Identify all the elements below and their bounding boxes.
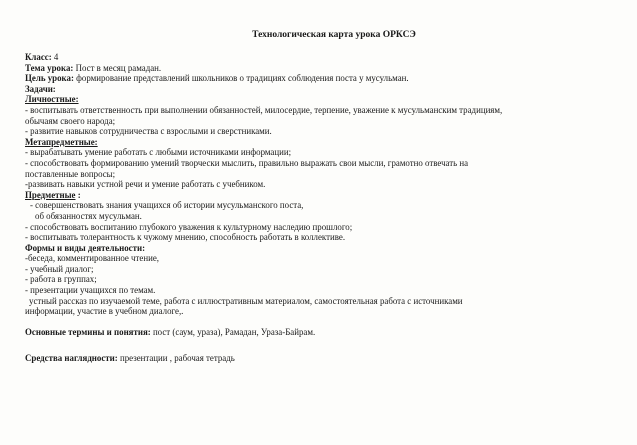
subject-item: - способствовать воспитанию глубокого уважения к культурному наследию прошлого; <box>25 221 353 232</box>
terms-label: Основные термины и понятия: <box>25 326 151 337</box>
subject-item: - воспитывать толерантность к чужому мнению, способность работать в коллективе. <box>25 232 346 243</box>
tasks-label: Задачи: <box>25 83 56 94</box>
meta-heading: Метапредметные: <box>25 136 98 147</box>
personal-heading: Личностные: <box>25 94 79 105</box>
meta-item: поставленные вопросы; <box>25 168 116 179</box>
topic-line <box>25 63 623 74</box>
goal-label: Цель урока: <box>25 73 74 84</box>
means-value: презентации , рабочая тетрадь <box>117 353 235 364</box>
goal-line <box>25 73 623 84</box>
subject-item: об обязанностях мусульман. <box>35 210 142 221</box>
subject-heading <box>25 190 623 201</box>
goal-value: формирование представлений школьников о традициях соблюдения поста у мусульман. <box>73 73 409 84</box>
personal-item: - развитие навыков сотрудничества с взрослыми и сверстниками. <box>25 126 272 137</box>
forms-heading: Формы и виды деятельности: <box>25 242 146 253</box>
forms-item: устный рассказ по изучаемой теме, работа с иллюстративным материалом, самостоятельная работа с источниками <box>29 295 463 306</box>
topic-label: Тема урока: <box>25 62 74 73</box>
document-title: Технологическая карта урока ОРКСЭ <box>252 30 416 40</box>
terms-line <box>25 327 623 338</box>
forms-item: информации, участие в учебном диалоге,. <box>25 306 184 317</box>
terms-value: пост (саум, ураза), Рамадан, Ураза-Байрам. <box>150 326 316 337</box>
means-line <box>25 353 623 364</box>
subject-item: - совершенствовать знания учащихся об истории мусульманского поста, <box>30 200 304 211</box>
document-body <box>25 52 623 364</box>
meta-item: - способствовать формированию умений творчески мыслить, правильно выражать свои мысли, грамотно отвечать на <box>25 157 469 168</box>
meta-item: -развивать навыки устной речи и умение работать с учебником. <box>25 179 266 190</box>
personal-item: обычаям своего народа; <box>25 115 116 126</box>
subject-label: Предметные <box>25 189 76 200</box>
topic-value: Пост в месяц рамадан. <box>73 62 162 73</box>
class-value: 4 <box>51 52 59 62</box>
subject-label-suffix: : <box>75 189 81 200</box>
forms-item: - работа в группах; <box>25 274 97 285</box>
means-label: Средства наглядности: <box>25 353 118 364</box>
class-line <box>25 52 623 63</box>
forms-item: - учебный диалог; <box>25 263 94 274</box>
personal-item: - воспитывать ответственность при выполнении обязанностей, милосердие, терпение, уважение к мусульманским традициям, <box>25 104 503 115</box>
forms-item: -беседа, комментированное чтение, <box>25 253 159 264</box>
meta-item: - вырабатывать умение работать с любыми источниками информации; <box>25 147 292 158</box>
forms-item: - презентации учащихся по темам. <box>25 285 156 296</box>
class-label: Класс: <box>25 52 52 62</box>
